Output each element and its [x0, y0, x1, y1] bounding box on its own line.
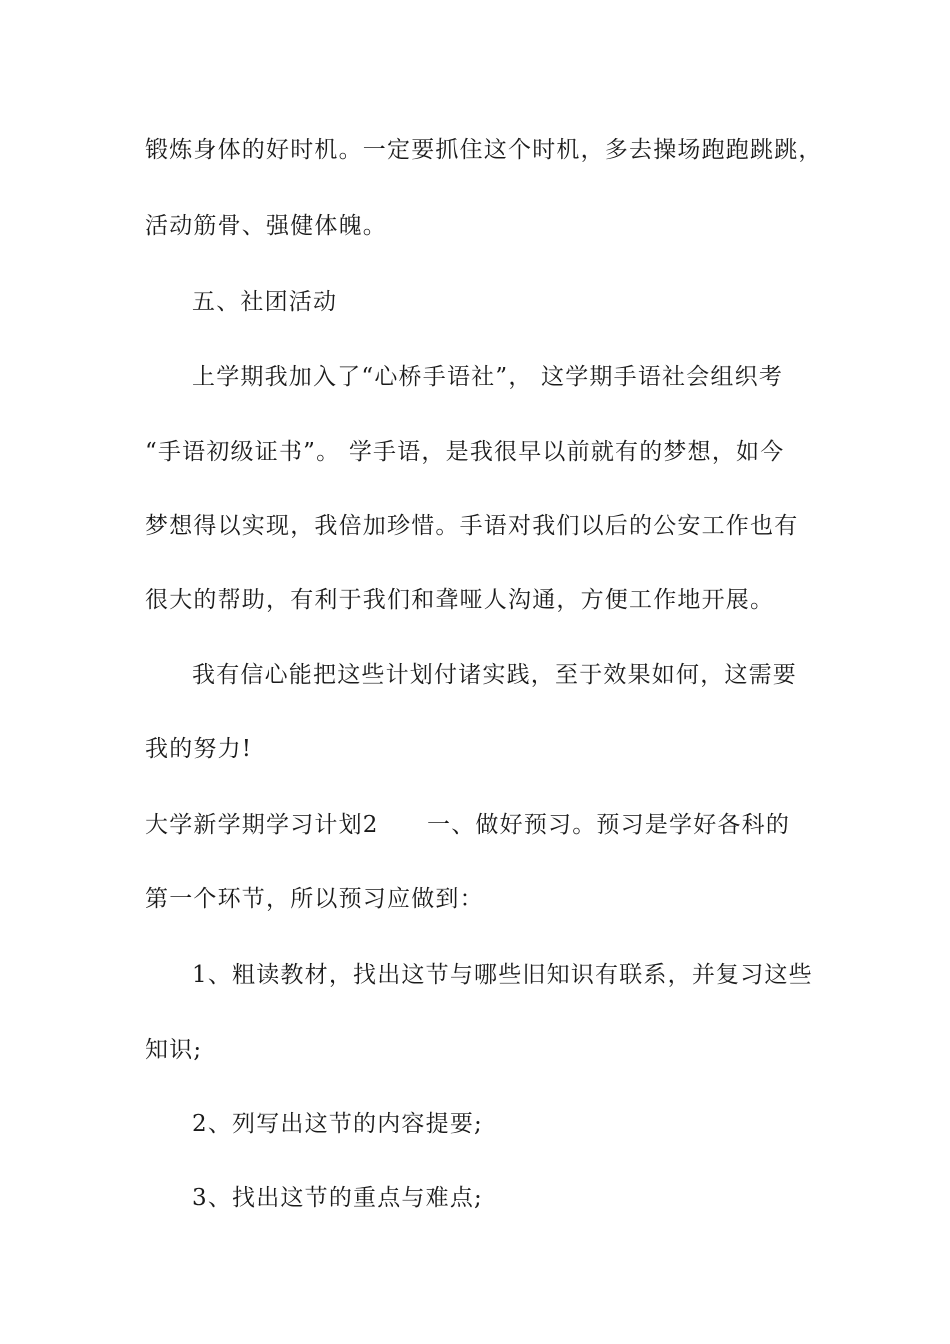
document-title-line: 大学新学期学习计划2 一、做好预习。预习是学好各科的 — [145, 812, 791, 838]
paragraph-line: 知识; — [145, 1037, 203, 1063]
paragraph-line: 活动筋骨、强健体魄。 — [145, 213, 387, 239]
paragraph-line: 梦想得以实现，我倍加珍惜。手语对我们以后的公安工作也有 — [145, 513, 799, 539]
paragraph-line: 锻炼身体的好时机。一定要抓住这个时机，多去操场跑跑跳跳， — [145, 137, 823, 163]
paragraph-line: 第一个环节，所以预习应做到： — [145, 886, 484, 912]
paragraph-line: “手语初级证书”。 学手语，是我很早以前就有的梦想，如今 — [145, 439, 785, 465]
section-heading: 五、社团活动 — [192, 289, 338, 315]
paragraph-line: 很大的帮助，有利于我们和聋哑人沟通，方便工作地开展。 — [145, 587, 775, 613]
paragraph-line: 我的努力! — [145, 736, 253, 762]
paragraph-line: 我有信心能把这些计划付诸实践，至于效果如何，这需要 — [192, 662, 797, 688]
list-item: 1、粗读教材，找出这节与哪些旧知识有联系，并复习这些 — [192, 962, 813, 988]
paragraph-line: 上学期我加入了“心桥手语社”， 这学期手语社会组织考 — [192, 364, 784, 390]
list-item: 2、列写出这节的内容提要; — [192, 1111, 483, 1137]
list-item: 3、找出这节的重点与难点; — [192, 1185, 483, 1211]
